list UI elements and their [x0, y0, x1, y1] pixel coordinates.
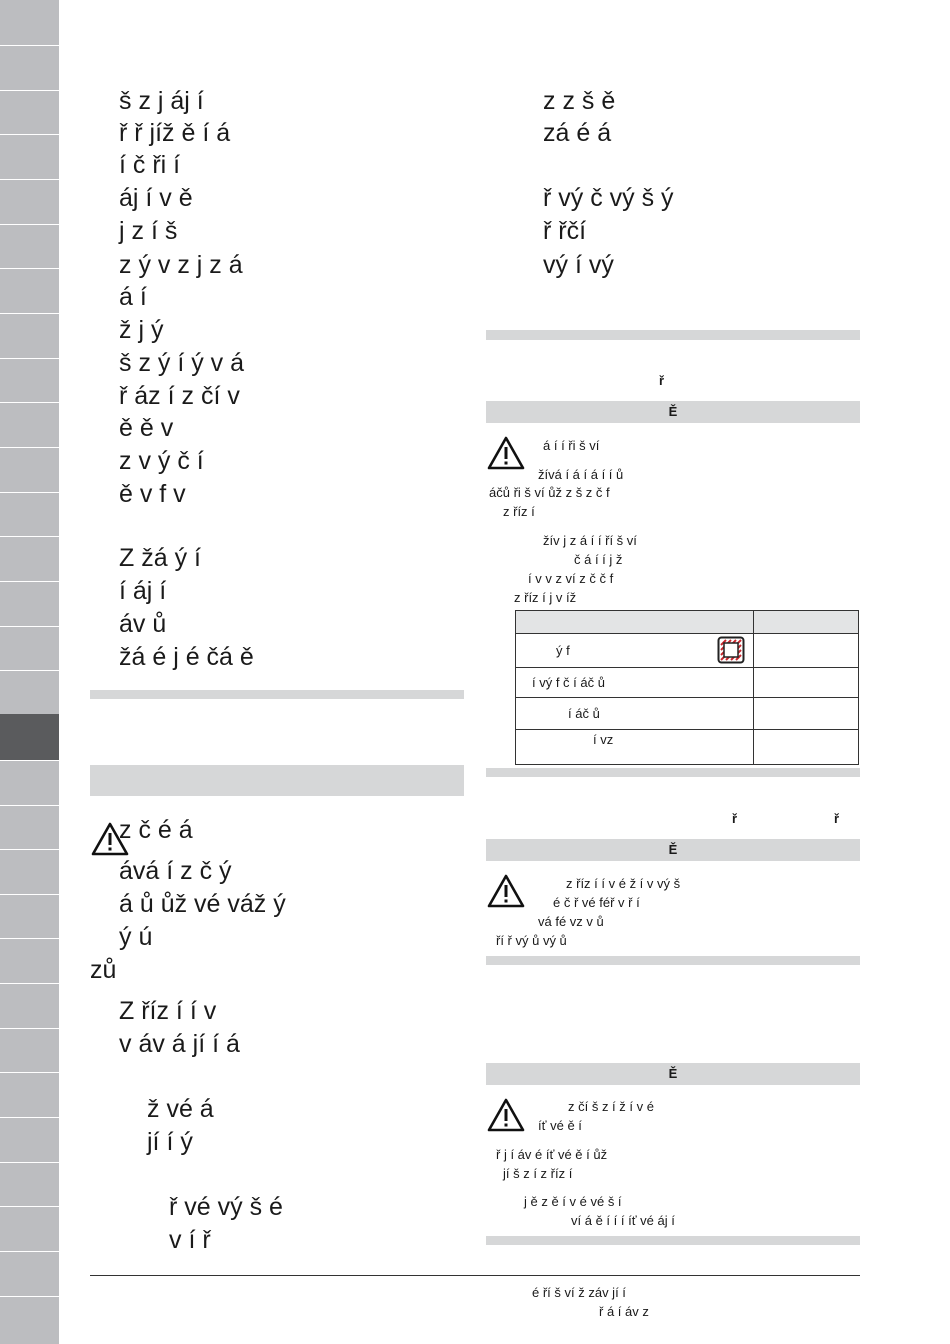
text-line: í áj í — [119, 577, 167, 605]
table-row-divider — [516, 667, 858, 668]
table-row-divider — [516, 697, 858, 698]
tab-divider — [0, 1028, 59, 1029]
table-row: í vý f č í áč ů — [532, 675, 605, 690]
text-line: ž j ý — [119, 316, 164, 344]
hatched-square-icon — [717, 636, 745, 664]
tab-divider — [0, 447, 59, 448]
text-line: v áv á jí í á — [119, 1030, 240, 1058]
text-line: á í — [119, 283, 147, 311]
footnote-line: é ří š ví ž záv jí í — [532, 1285, 626, 1300]
tab-divider — [0, 760, 59, 761]
text-line: š z j áj í — [119, 87, 204, 115]
danger-header-bar: Ě — [486, 1063, 860, 1085]
text-line: z v ý č í — [119, 447, 204, 475]
tab-divider — [0, 805, 59, 806]
warning-text: á í í ři š ví — [543, 438, 600, 453]
text-line: v í ř — [169, 1226, 211, 1254]
text-line: č á í í j ž — [574, 552, 623, 567]
chapter-tab-strip — [0, 0, 59, 1344]
text-line: ž vé á — [147, 1095, 214, 1123]
warning-heading: z č é á — [119, 816, 193, 844]
text-line: ává í z č ý — [119, 857, 232, 885]
section-divider-bar — [486, 956, 860, 965]
tab-divider — [0, 1072, 59, 1073]
text-line: ř řčí — [543, 217, 587, 245]
tab-divider — [0, 492, 59, 493]
section-divider-bar — [90, 690, 464, 699]
text-line: ř ř jíž ě í á — [119, 119, 231, 147]
table-row: ý f — [556, 643, 570, 658]
tab-divider — [0, 358, 59, 359]
warning-text: ří ř vý ů vý ů — [496, 933, 567, 948]
tab-divider — [0, 626, 59, 627]
text-line: ě ě v — [119, 414, 174, 442]
tab-divider — [0, 536, 59, 537]
text-line: žívá í á í á í í ů — [538, 467, 624, 482]
text-line: ř áz í z čí v — [119, 382, 240, 410]
text-line: ě v f v — [119, 480, 186, 508]
tab-divider — [0, 1251, 59, 1252]
section-caption: ř — [659, 373, 665, 388]
tab-divider — [0, 313, 59, 314]
text-line: í č ři í — [119, 151, 181, 179]
info-table — [515, 610, 859, 765]
text-line: zů — [90, 956, 117, 984]
warning-icon — [487, 1098, 525, 1132]
text-line: áčů ři š ví ůž z š z č f — [489, 485, 610, 500]
section-caption: ř — [834, 811, 840, 826]
tab-divider — [0, 1117, 59, 1118]
text-line: š z ý í ý v á — [119, 349, 245, 377]
danger-header-bar: Ě — [486, 401, 860, 423]
text-line: Z žá ý í — [119, 544, 201, 572]
tab-divider — [0, 268, 59, 269]
tab-divider — [0, 402, 59, 403]
text-line: ř vé vý š é — [169, 1193, 283, 1221]
tab-divider — [0, 670, 59, 671]
text-line: jí í ý — [147, 1128, 193, 1156]
tab-divider — [0, 849, 59, 850]
tab-divider — [0, 894, 59, 895]
tab-divider — [0, 1206, 59, 1207]
table-row: í vz — [593, 732, 614, 747]
text-line: žív j z á í í ří š ví — [543, 533, 637, 548]
tab-divider — [0, 1162, 59, 1163]
text-line: á ů ůž vé váž ý — [119, 890, 286, 918]
active-chapter-tab[interactable] — [0, 714, 59, 760]
footnote-line: ř á í áv z — [599, 1304, 649, 1319]
text-line: vý í vý — [543, 251, 614, 279]
tab-divider — [0, 581, 59, 582]
section-caption: ř — [732, 811, 738, 826]
text-line: j ě z ě í v é vé š í — [524, 1194, 622, 1209]
warning-text: íť vé ě í — [538, 1118, 582, 1133]
text-line: z říz í — [503, 504, 535, 519]
footnote-rule — [90, 1275, 860, 1276]
text-line: j z í š — [119, 217, 178, 245]
warning-text: z říz í í v é ž í v vý š — [566, 876, 681, 891]
danger-header-bar: Ě — [486, 839, 860, 861]
tab-divider — [0, 1296, 59, 1297]
text-line: Z říz í í v — [119, 997, 217, 1025]
section-heading-bar — [90, 765, 464, 796]
tab-divider — [0, 90, 59, 91]
warning-text: vá fé vz v ů — [538, 914, 604, 929]
text-line: áj í v ě — [119, 184, 193, 212]
section-divider-bar — [486, 330, 860, 340]
text-line: ř vý č vý š ý — [543, 184, 674, 212]
warning-icon — [487, 874, 525, 908]
section-divider-bar — [486, 768, 860, 777]
text-line: jí š z í z říz í — [503, 1166, 573, 1181]
text-line: áv ů — [119, 610, 167, 638]
text-line: z říz í j v íž — [514, 590, 577, 605]
section-divider-bar — [486, 1236, 860, 1245]
text-line: z ý v z j z á — [119, 251, 243, 279]
tab-divider — [0, 45, 59, 46]
text-line: z z š ě — [543, 87, 616, 115]
tab-divider — [0, 983, 59, 984]
text-line: ř j í áv é íť vé ě í ůž — [496, 1147, 608, 1162]
warning-text: z čí š z í ž í v é — [568, 1099, 654, 1114]
text-line: ví á ě í í í íť vé áj í — [571, 1213, 675, 1228]
tab-divider — [0, 938, 59, 939]
warning-icon — [487, 436, 525, 470]
tab-divider — [0, 134, 59, 135]
text-line: zá é á — [543, 119, 612, 147]
table-header-row — [516, 611, 858, 633]
table-row-divider — [516, 729, 858, 730]
table-row-divider — [516, 633, 858, 634]
warning-text: é č ř vé féř v ř í — [553, 895, 640, 910]
tab-divider — [0, 179, 59, 180]
text-line: žá é j é čá ě — [119, 643, 254, 671]
tab-divider — [0, 224, 59, 225]
text-line: í v v z ví z č č f — [528, 571, 614, 586]
table-row: í áč ů — [568, 706, 600, 721]
text-line: ý ú — [119, 923, 153, 951]
